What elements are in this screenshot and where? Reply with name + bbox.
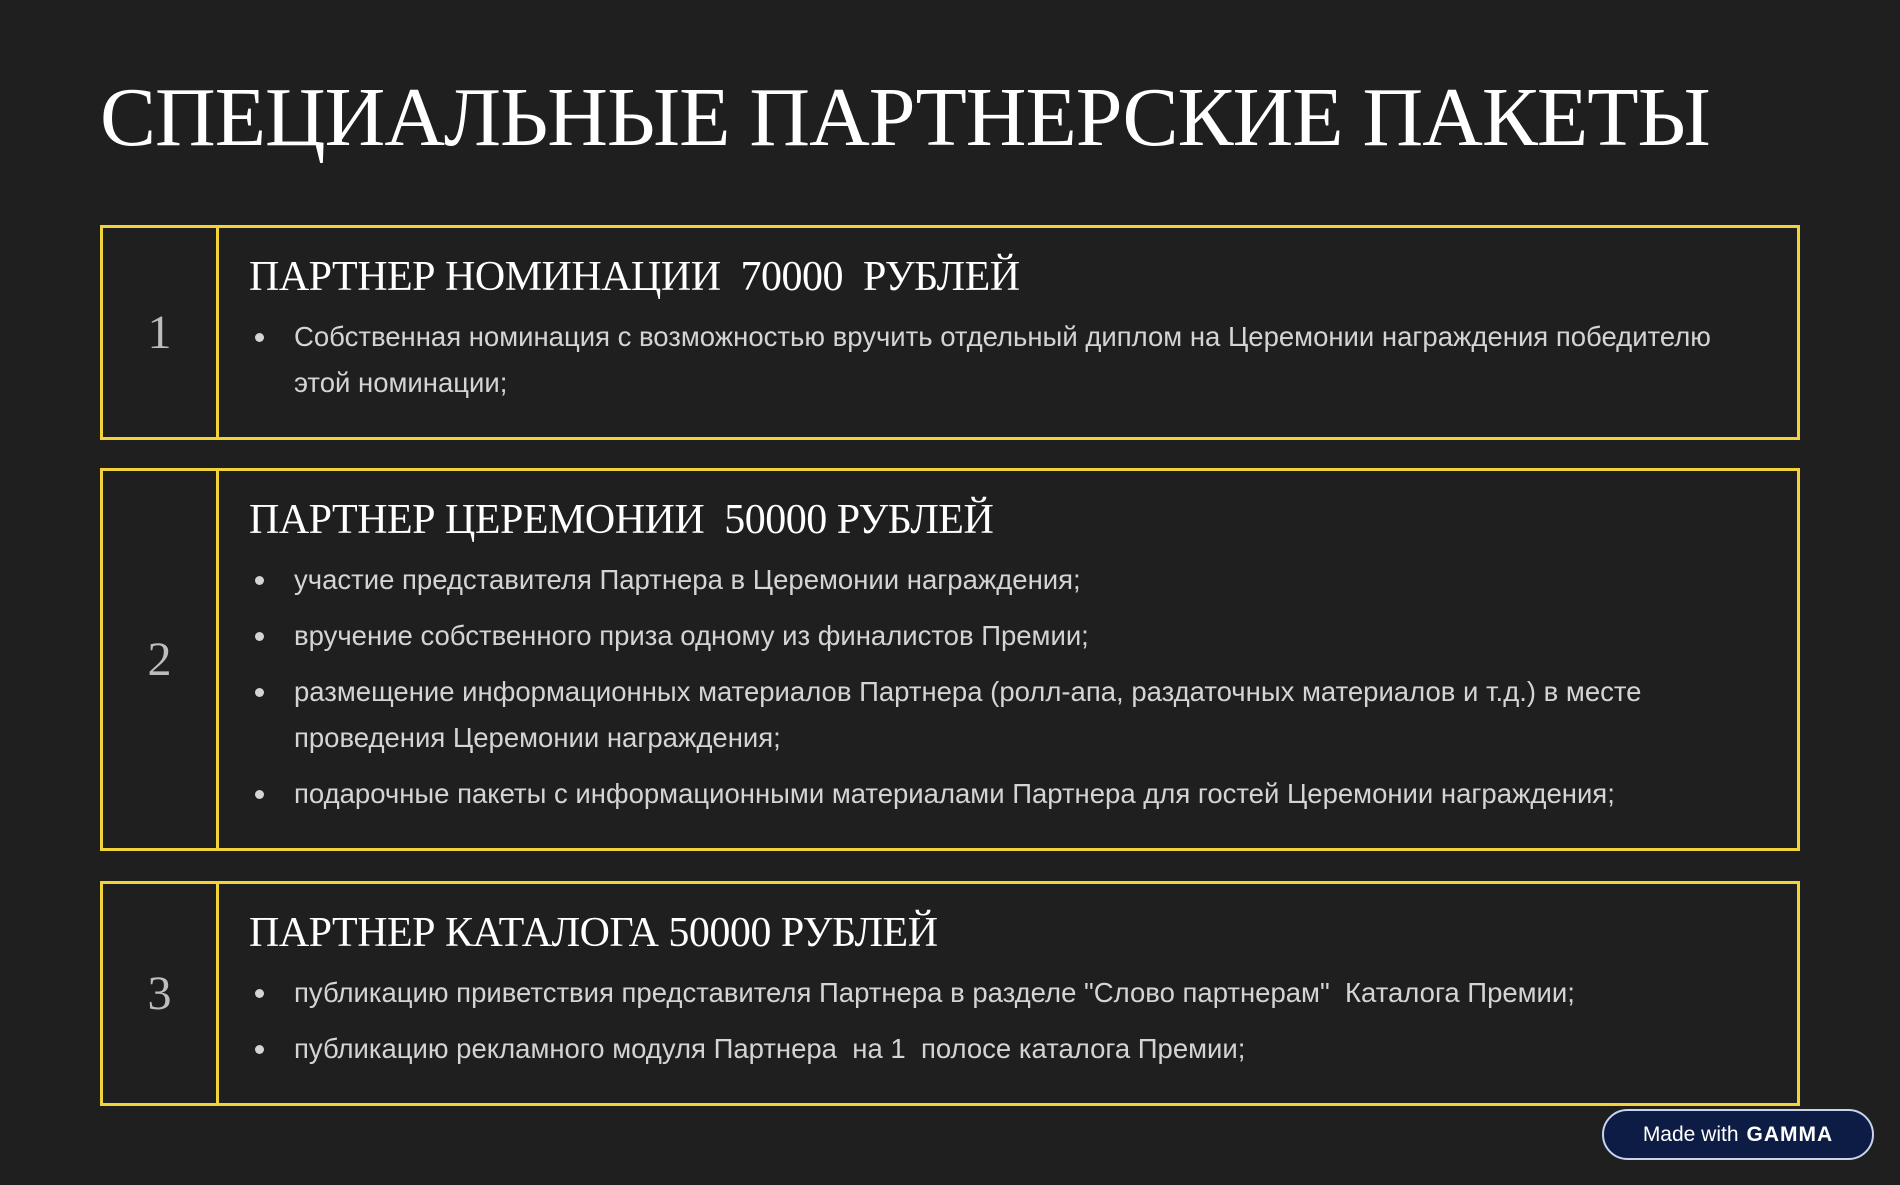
package-heading: ПАРТНЕР ЦЕРЕМОНИИ 50000 РУБЛЕЙ bbox=[249, 497, 994, 543]
gamma-logo: GAMMA bbox=[1746, 1122, 1834, 1146]
made-with-gamma-badge[interactable] bbox=[1602, 1109, 1874, 1160]
bullet-icon bbox=[255, 333, 264, 342]
package-card-2 bbox=[100, 468, 1800, 851]
list-item bbox=[249, 557, 1767, 603]
bullet-icon bbox=[255, 1045, 264, 1054]
package-content bbox=[219, 884, 1797, 1103]
list-item bbox=[249, 314, 1767, 406]
page-title: СПЕЦИАЛЬНЫЕ ПАРТНЕРСКИЕ ПАКЕТЫ bbox=[100, 71, 1710, 164]
list-item-text: публикацию приветствия представителя Партнера в разделе "Слово партнерам" Каталога Премии; bbox=[294, 977, 1575, 1009]
package-number: 1 bbox=[103, 228, 219, 437]
bullet-list bbox=[249, 557, 1767, 817]
bullet-icon bbox=[255, 632, 264, 641]
package-heading: ПАРТНЕР КАТАЛОГА 50000 РУБЛЕЙ bbox=[249, 910, 938, 956]
list-item-text: подарочные пакеты с информационными материалами Партнера для гостей Церемонии награждения; bbox=[294, 778, 1615, 810]
bullet-list bbox=[249, 314, 1767, 406]
list-item-text: Собственная номинация с возможностью вручить отдельный диплом на Церемонии награждения победителю этой номинации; bbox=[294, 321, 1719, 399]
package-heading: ПАРТНЕР НОМИНАЦИИ 70000 РУБЛЕЙ bbox=[249, 254, 1020, 300]
package-content bbox=[219, 228, 1797, 437]
bullet-list bbox=[249, 970, 1767, 1072]
package-card-1 bbox=[100, 225, 1800, 440]
package-number: 2 bbox=[103, 471, 219, 848]
list-item bbox=[249, 771, 1767, 817]
list-item-text: размещение информационных материалов Партнера (ролл-апа, раздаточных материалов и т.д.) в месте проведения Церемонии награждения; bbox=[294, 676, 1650, 754]
list-item bbox=[249, 613, 1767, 659]
package-number: 3 bbox=[103, 884, 219, 1103]
bullet-icon bbox=[255, 576, 264, 585]
bullet-icon bbox=[255, 790, 264, 799]
package-card-3 bbox=[100, 881, 1800, 1106]
bullet-icon bbox=[255, 688, 264, 697]
list-item-text: участие представителя Партнера в Церемонии награждения; bbox=[294, 564, 1081, 596]
list-item bbox=[249, 970, 1767, 1016]
list-item bbox=[249, 1026, 1767, 1072]
badge-prefix: Made with bbox=[1642, 1122, 1739, 1146]
package-content bbox=[219, 471, 1797, 848]
list-item-text: публикацию рекламного модуля Партнера на 1 полосе каталога Премии; bbox=[294, 1033, 1246, 1065]
bullet-icon bbox=[255, 989, 264, 998]
list-item bbox=[249, 669, 1767, 761]
list-item-text: вручение собственного приза одному из финалистов Премии; bbox=[294, 620, 1089, 652]
